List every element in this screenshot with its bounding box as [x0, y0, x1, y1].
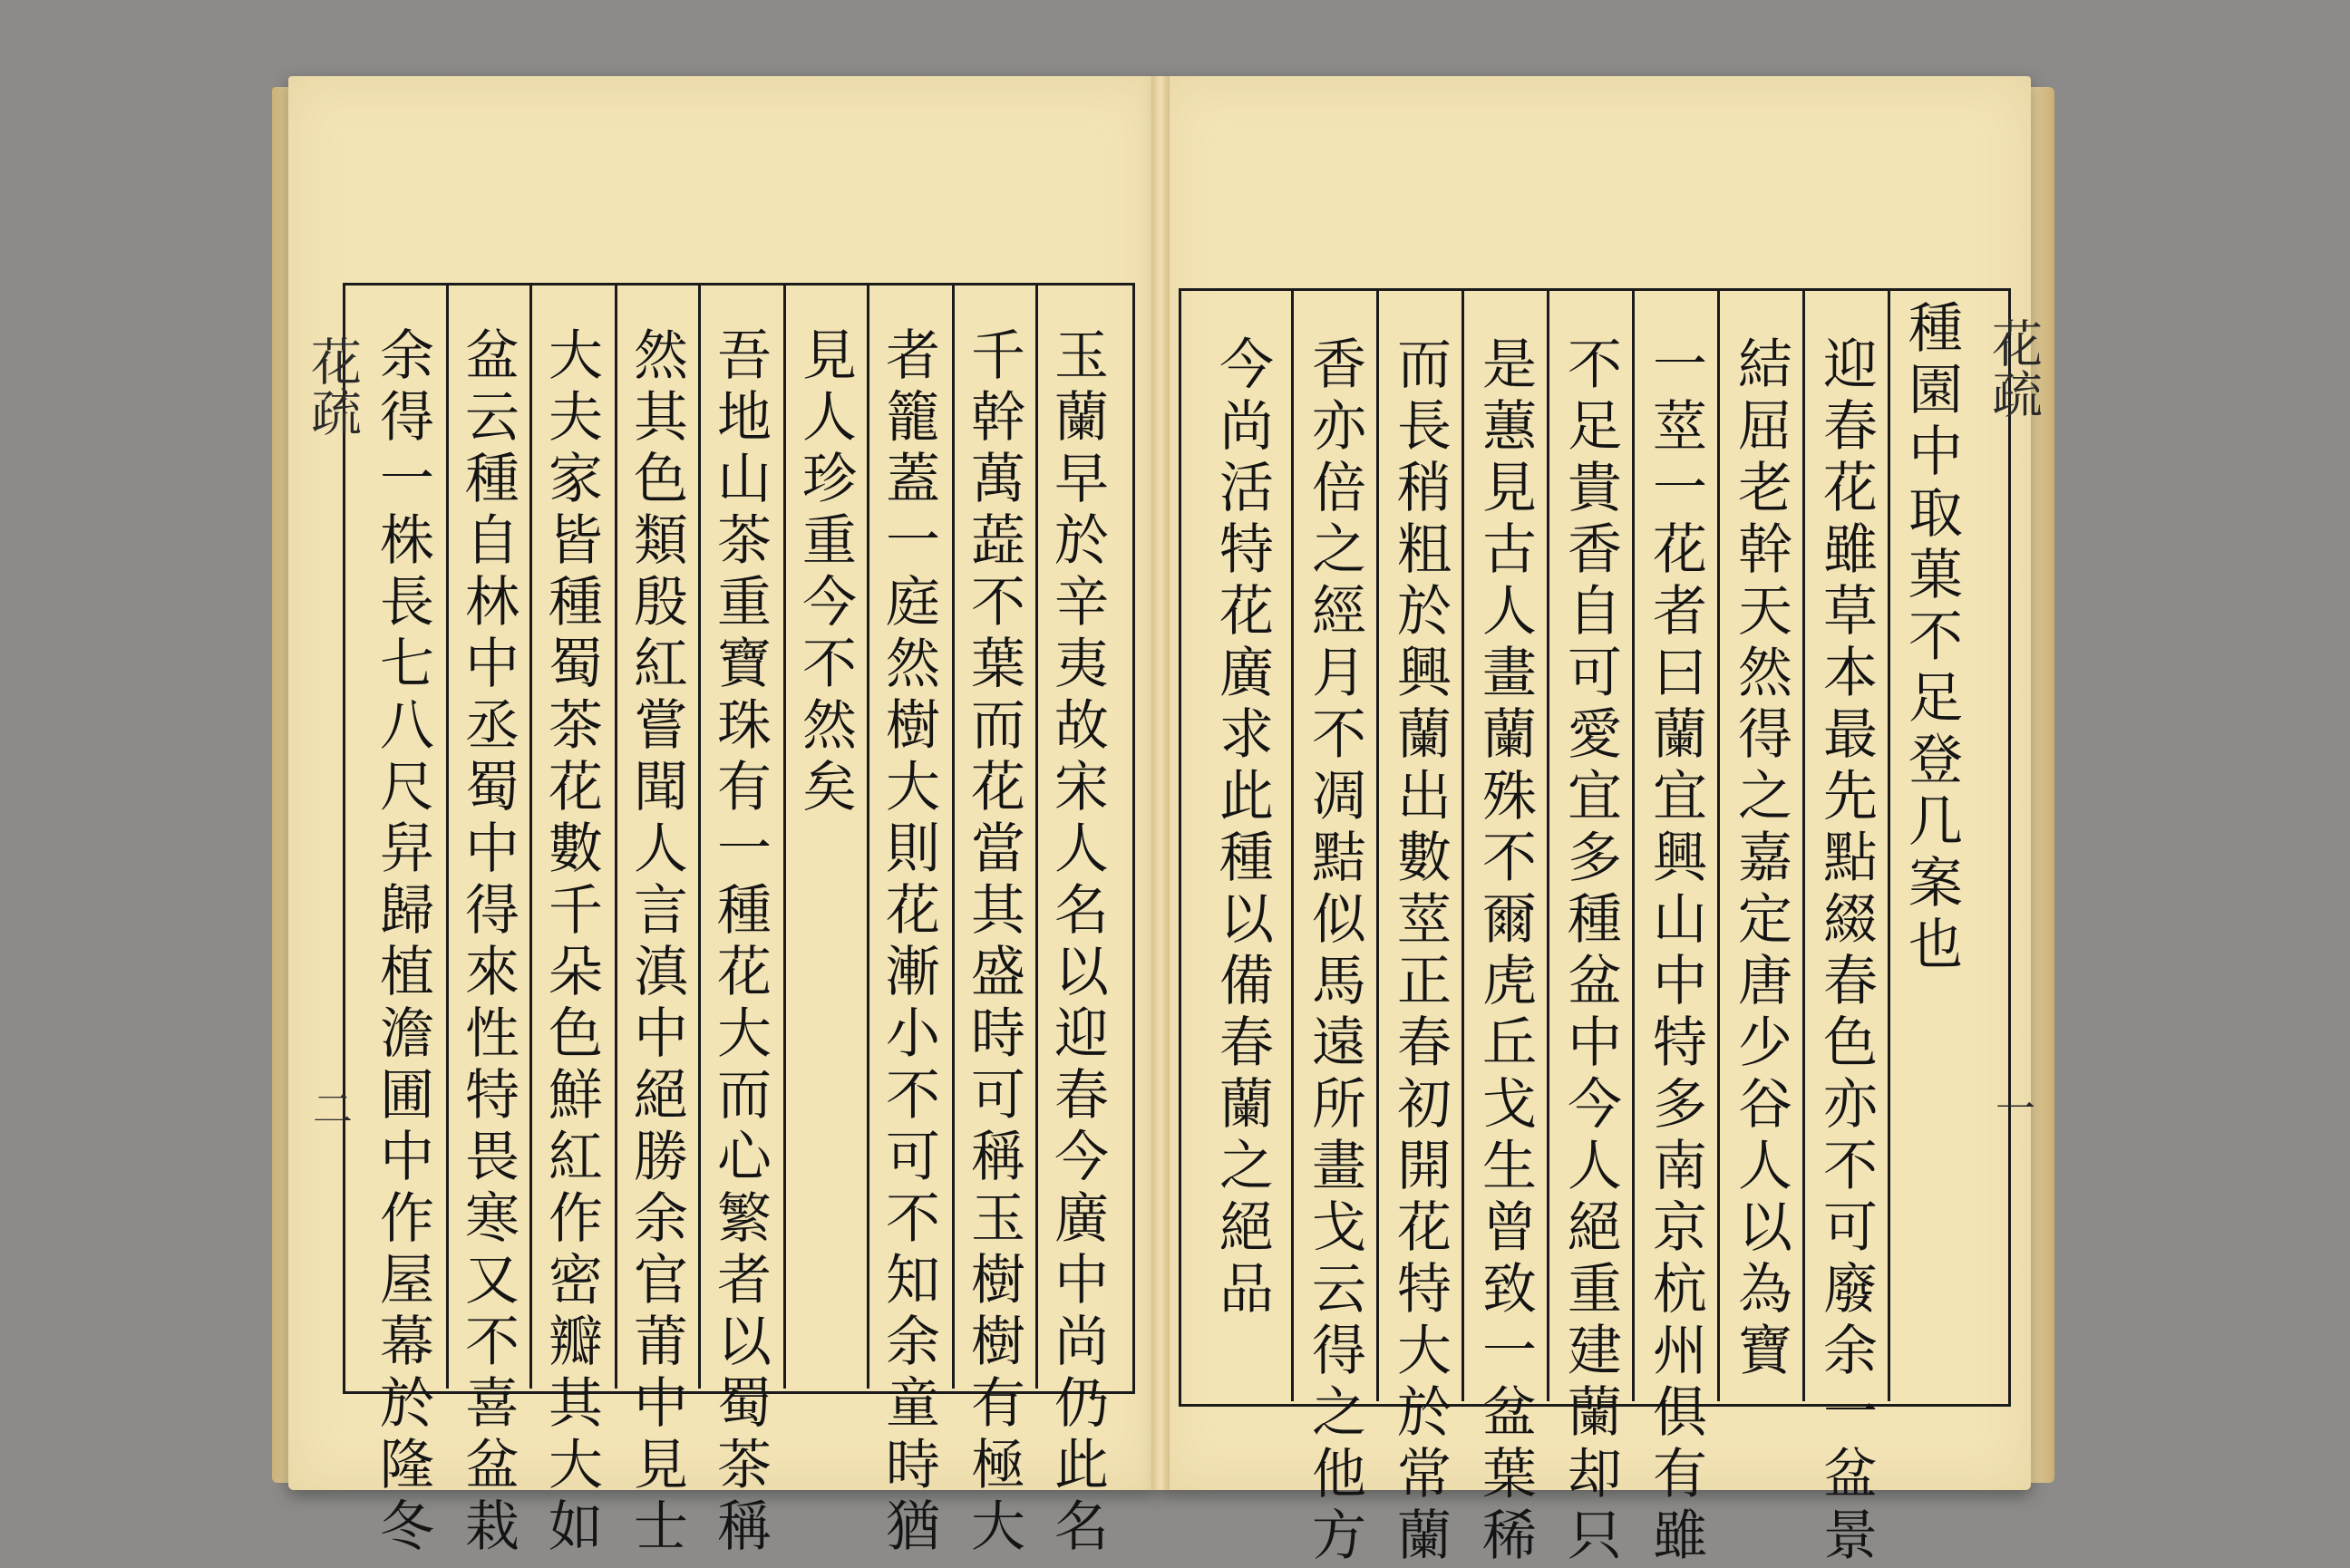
left-column-4: 見人珍重今不然矣: [793, 326, 857, 819]
column-rule: [446, 283, 449, 1389]
left-folio: 二: [306, 1088, 352, 1128]
column-rule: [615, 283, 617, 1389]
right-column-7: 而長稍粗於興蘭出數莖正春初開花特大於常蘭: [1388, 335, 1452, 1568]
right-column-3: 結屈老幹天然得之嘉定唐少谷人以為寶: [1729, 335, 1792, 1383]
column-rule: [783, 283, 786, 1389]
left-column-2: 千幹萬蕋不葉而花當其盛時可稱玉樹樹有極大: [962, 326, 1025, 1559]
column-rule: [529, 283, 532, 1389]
column-rule: [1461, 288, 1464, 1401]
right-column-2: 迎春花雖草本最先點綴春色亦不可廢余一盆景: [1814, 335, 1878, 1568]
left-column-1: 玉蘭早於辛夷故宋人名以迎春今廣中尚仍此名: [1045, 326, 1109, 1559]
column-rule: [1035, 283, 1038, 1389]
column-rule: [867, 283, 869, 1389]
right-column-6: 是蕙見古人畫蘭殊不爾虎丘戈生曾致一盆葉稀: [1473, 335, 1537, 1568]
left-column-3: 者籠蓋一庭然樹大則花漸小不可不知余童時猶: [877, 326, 940, 1559]
right-column-5: 不足貴香自可愛宜多種盆中今人絕重建蘭却只: [1559, 335, 1622, 1568]
right-folio: 一: [1988, 1088, 2034, 1128]
left-column-9: 余得一株長七八尺舁歸植澹圃中作屋幕於隆冬: [371, 326, 434, 1559]
column-rule: [1376, 288, 1379, 1401]
right-margin-title: 花疏: [1984, 317, 2043, 419]
left-column-6: 然其色類殷紅嘗聞人言滇中絕勝余官莆中見士: [625, 326, 688, 1559]
left-column-8: 盆云種自林中丞蜀中得來性特畏寒又不喜盆栽: [456, 326, 520, 1559]
column-rule: [1547, 288, 1549, 1401]
column-rule: [698, 283, 701, 1389]
column-rule: [952, 283, 955, 1389]
right-column-9: 今尚活特花廣求此種以備春蘭之絕品: [1210, 335, 1274, 1321]
right-column-1: 種園中取菓不足登几案也: [1899, 299, 1963, 977]
left-column-7: 大夫家皆種蜀茶花數千朵色鮮紅作密瓣其大如: [539, 326, 603, 1559]
book-gutter: [1151, 76, 1170, 1490]
column-rule: [1717, 288, 1720, 1401]
left-margin-title: 花疏: [303, 335, 362, 437]
column-rule: [1888, 288, 1890, 1401]
left-column-5: 吾地山茶重寶珠有一種花大而心繁者以蜀茶稱: [708, 326, 772, 1559]
column-rule: [1632, 288, 1635, 1401]
right-column-4: 一莖一花者曰蘭宜興山中特多南京杭州俱有雖: [1644, 335, 1707, 1568]
right-column-8: 香亦倍之經月不凋黠似馬遠所畫戈云得之他方: [1303, 335, 1366, 1568]
column-rule: [1802, 288, 1805, 1401]
right-page-edge: [2027, 87, 2054, 1483]
column-rule: [1291, 288, 1294, 1401]
